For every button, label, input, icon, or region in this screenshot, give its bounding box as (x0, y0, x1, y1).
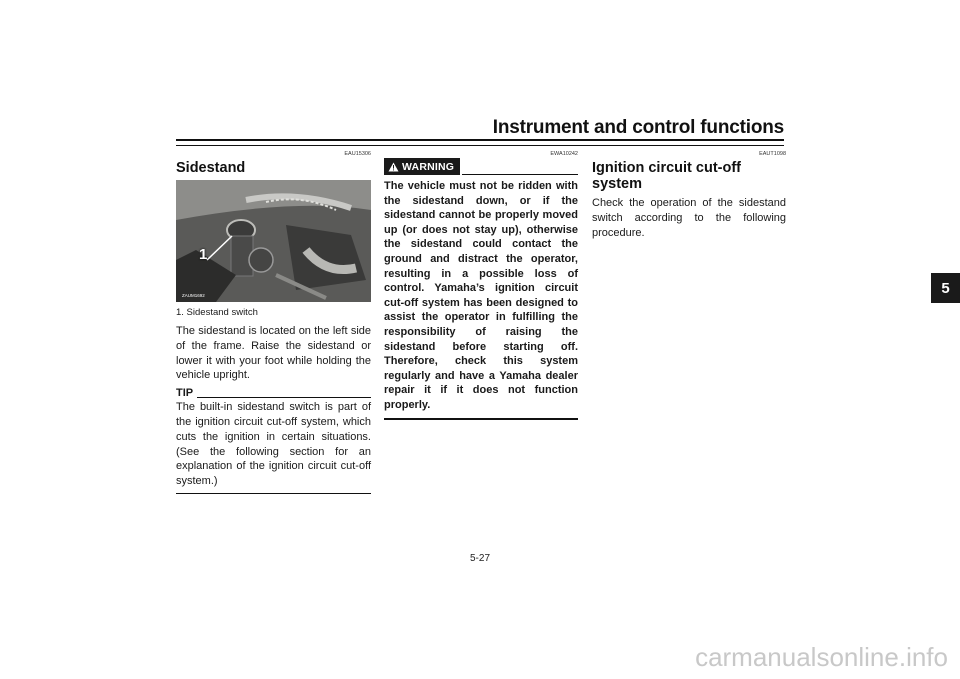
figure-caption: 1. Sidestand switch (176, 307, 258, 318)
section-code-ignition: EAUT1098 (759, 151, 786, 157)
warning-end-rule (384, 418, 578, 420)
sidestand-illustration (176, 180, 371, 302)
sidestand-description: The sidestand is located on the left side of the frame. Raise the sidestand or lower it with your foot while holding the vehicle upright. (176, 325, 371, 382)
warning-rule (462, 174, 578, 175)
right-column (592, 150, 786, 240)
warning-text: The vehicle must not be ridden with the sidestand down, or if the sidestand cannot be properly moved up (or does not stay up), otherwise the sidestand could contact the ground and distract the operator, resulting in a possible loss of control. Yamaha’s ignition circuit cut-off system has been designed to assist the operator in fulfilling the responsibility of raising the sidestand before starting off. Therefore, check this system regularly and have a Yamaha dealer repair it if it does not function properly. (384, 180, 578, 411)
left-column (176, 150, 371, 494)
header-rule (176, 139, 784, 146)
page-header-title: Instrument and control functions (492, 117, 784, 138)
tip-end-rule (176, 493, 371, 494)
warning-code: EWA10242 (550, 151, 578, 157)
section-code: EAU15306 (344, 151, 371, 157)
tip-text: The built-in sidestand switch is part of the ignition circuit cut-off system, which cuts the ignition in certain situations. (See the following section for an explanation of the ignition circuit cut-off system.) (176, 401, 371, 488)
warning-badge (384, 158, 460, 175)
ignition-description: Check the operation of the sidestand switch according to the following procedure. (592, 197, 786, 239)
warning-header (384, 158, 578, 175)
figure-code: ZAUM1692 (182, 293, 205, 298)
sidestand-photo (176, 180, 371, 302)
warning-label: WARNING (402, 160, 455, 173)
figure-callout-number: 1 (199, 246, 208, 263)
watermark-text: carmanualsonline.info (695, 642, 948, 672)
page-number: 5-27 (469, 553, 490, 564)
chapter-tab[interactable]: 5 (931, 273, 960, 303)
section-heading-ignition: Ignition circuit cut-off system (592, 160, 742, 192)
tip-rule (197, 397, 371, 398)
tip-label: TIP (176, 387, 194, 400)
middle-column (384, 150, 578, 420)
tip-header (176, 387, 371, 400)
warning-triangle-icon (388, 162, 399, 172)
section-heading-sidestand: Sidestand (176, 160, 246, 176)
